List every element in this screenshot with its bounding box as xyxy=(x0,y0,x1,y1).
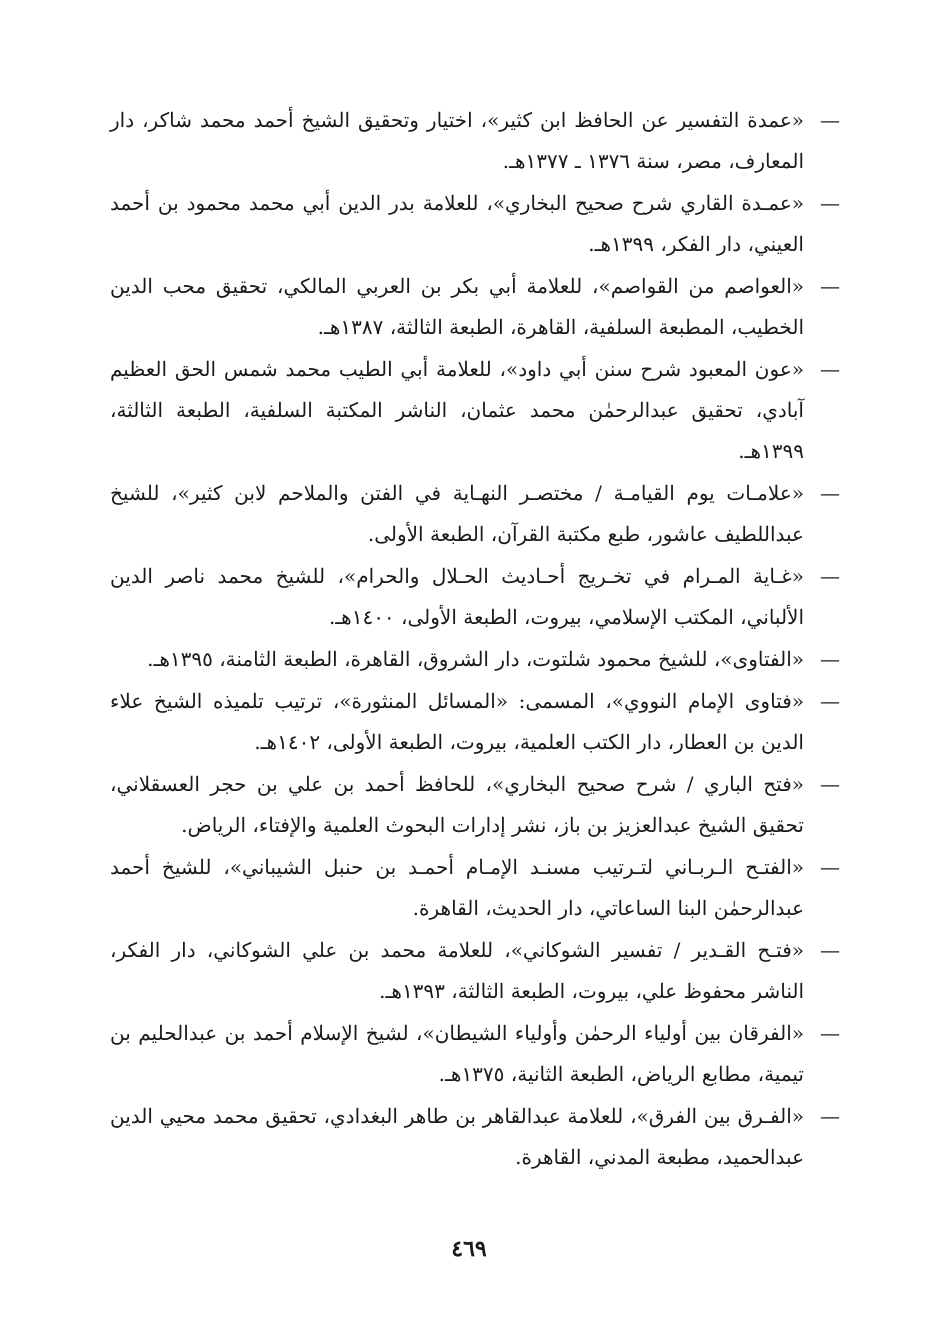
entry-dash: — xyxy=(820,481,840,505)
bibliography-entry xyxy=(110,100,840,182)
bibliography-entry xyxy=(110,556,840,638)
entry-text: «العواصم من القواصم»، للعلامة أبي بكر بن العربي المالكي، تحقيق محب الدين الخطيب، المطبعة السلفية، القاهرة، الطبعة الثالثة، ١٣٨٧هـ. xyxy=(110,274,804,339)
entry-dash: — xyxy=(820,772,840,796)
entry-dash: — xyxy=(820,1104,840,1128)
entry-text: «الفرقان بين أولياء الرحمٰن وأولياء الشيطان»، لشيخ الإسلام أحمد بن عبدالحليم بن تيمية، مطابع الرياض، الطبعة الثانية، ١٣٧٥هـ. xyxy=(110,1021,804,1086)
bibliography-entry xyxy=(110,1096,840,1178)
entry-dash: — xyxy=(820,564,840,588)
entry-dash: — xyxy=(820,108,840,132)
bibliography-entry xyxy=(110,1013,840,1095)
entry-dash: — xyxy=(820,357,840,381)
bibliography-entry xyxy=(110,473,840,555)
bibliography-entry xyxy=(110,266,840,348)
entry-dash: — xyxy=(820,855,840,879)
entry-text: «فتاوى الإمام النووي»، المسمى: «المسائل المنثورة»، ترتيب تلميذه الشيخ علاء الدين بن العطار، دار الكتب العلمية، بيروت، الطبعة الأولى، ١٤٠٢هـ. xyxy=(110,689,804,754)
bibliography-entry xyxy=(110,764,840,846)
entry-dash: — xyxy=(820,191,840,215)
entry-dash: — xyxy=(820,689,840,713)
entry-text: «عمـدة القاري شرح صحيح البخاري»، للعلامة بدر الدين أبي محمد محمود بن أحمد العيني، دار الفكر، ١٣٩٩هـ. xyxy=(110,191,804,256)
bibliography-list xyxy=(110,100,840,1179)
entry-text: «عون المعبود شرح سنن أبي داود»، للعلامة أبي الطيب محمد شمس الحق العظيم آبادي، تحقيق عبدالرحمٰن محمد عثمان، الناشر المكتبة السلفية، الطبعة الثالثة، ١٣٩٩هـ. xyxy=(110,357,804,463)
bibliography-entry xyxy=(110,847,840,929)
entry-text: «الفتاوى»، للشيخ محمود شلتوت، دار الشروق، القاهرة، الطبعة الثامنة، ١٣٩٥هـ. xyxy=(147,647,804,671)
page-number: ٤٦٩ xyxy=(451,1236,487,1262)
bibliography-entry xyxy=(110,183,840,265)
entry-text: «عمدة التفسير عن الحافظ ابن كثير»، اختيار وتحقيق الشيخ أحمد محمد شاكر، دار المعارف، مصر، سنة ١٣٧٦ ـ ١٣٧٧هـ. xyxy=(110,108,804,173)
entry-text: «غـاية المـرام في تخـريج أحـاديث الحـلال والحرام»، للشيخ محمد ناصر الدين الألباني، المكتب الإسلامي، بيروت، الطبعة الأولى، ١٤٠٠هـ. xyxy=(110,564,804,629)
entry-text: «الفتـح الـربـاني لتـرتيب مسنـد الإمـام أحمـد بن حنبل الشيباني»، للشيخ أحمد عبدالرحمٰن البنا الساعاتي، دار الحديث، القاهرة. xyxy=(110,855,804,920)
bibliography-entry xyxy=(110,930,840,1012)
entry-dash: — xyxy=(820,274,840,298)
entry-text: «علامـات يوم القيامـة / مختصـر النهـاية في الفتن والملاحم لابن كثير»، للشيخ عبداللطيف عاشور، طبع مكتبة القرآن، الطبعة الأولى. xyxy=(110,481,804,546)
entry-dash: — xyxy=(820,647,840,671)
entry-dash: — xyxy=(820,1021,840,1045)
entry-dash: — xyxy=(820,938,840,962)
bibliography-entry xyxy=(110,639,840,680)
entry-text: «فتح الباري / شرح صحيح البخاري»، للحافظ أحمد بن علي بن حجر العسقلاني، تحقيق الشيخ عبدالعزيز بن باز، نشر إدارات البحوث العلمية والإفتاء، الرياض. xyxy=(110,772,804,837)
bibliography-entry xyxy=(110,349,840,472)
entry-text: «الفـرق بين الفرق»، للعلامة عبدالقاهر بن طاهر البغدادي، تحقيق محمد محيي الدين عبدالحميد، مطبعة المدني، القاهرة. xyxy=(110,1104,804,1169)
entry-text: «فتـح القـدير / تفسير الشوكاني»، للعلامة محمد بن علي الشوكاني، دار الفكر، الناشر محفوظ علي، بيروت، الطبعة الثالثة، ١٣٩٣هـ. xyxy=(110,938,804,1003)
bibliography-entry xyxy=(110,681,840,763)
